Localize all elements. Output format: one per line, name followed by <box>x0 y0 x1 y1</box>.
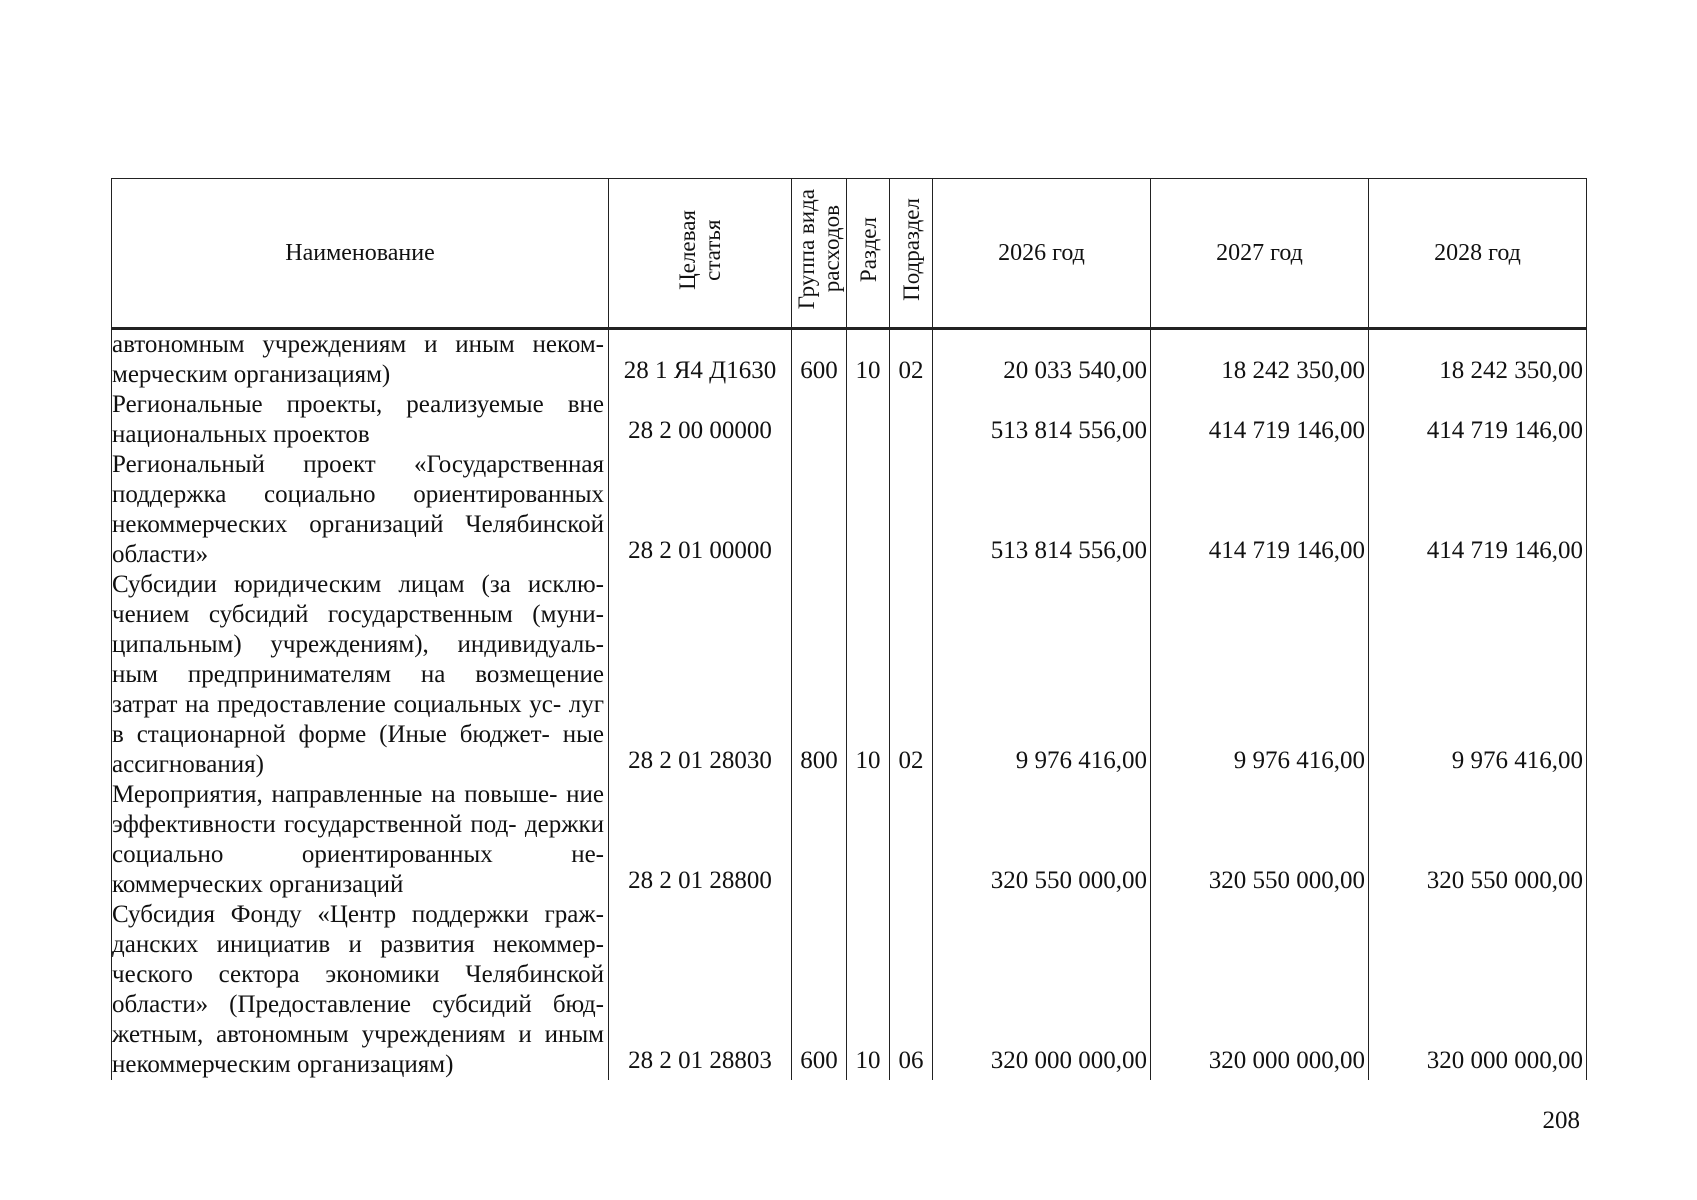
table-row <box>112 390 1587 450</box>
row-subsection: 06 <box>890 900 933 1080</box>
row-2027: 9 976 416,00 <box>1151 570 1369 780</box>
table-row <box>112 329 1587 391</box>
table-row <box>112 900 1587 1080</box>
row-subsection: 02 <box>890 570 933 780</box>
row-group <box>792 780 847 900</box>
row-2026: 513 814 556,00 <box>933 390 1151 450</box>
row-code: 28 2 01 00000 <box>609 450 792 570</box>
row-subsection <box>890 780 933 900</box>
table-row <box>112 570 1587 780</box>
table-row <box>112 450 1587 570</box>
row-code: 28 2 01 28030 <box>609 570 792 780</box>
row-2026: 513 814 556,00 <box>933 450 1151 570</box>
row-name: Мероприятия, направленные на повыше- ние эффективности государственной под- держки социально ориентированных не- коммерческих организаций <box>112 780 609 900</box>
row-2026: 20 033 540,00 <box>933 329 1151 391</box>
header-year-2026: 2026 год <box>933 179 1151 329</box>
row-2027: 320 550 000,00 <box>1151 780 1369 900</box>
row-2027: 320 000 000,00 <box>1151 900 1369 1080</box>
row-name: Региональный проект «Государственная поддержка социально ориентированных некоммерческих организаций Челябинской области» <box>112 450 609 570</box>
row-name: Региональные проекты, реализуемые вне национальных проектов <box>112 390 609 450</box>
row-section <box>847 450 890 570</box>
row-code: 28 1 Я4 Д1630 <box>609 329 792 391</box>
row-section: 10 <box>847 329 890 391</box>
row-2028: 18 242 350,00 <box>1369 329 1587 391</box>
row-2026: 320 550 000,00 <box>933 780 1151 900</box>
row-group <box>792 450 847 570</box>
row-name: Субсидии юридическим лицам (за исклю- чением субсидий государственным (муни- ципальным) учреждениям), индивидуаль- ным предпринимателям на возмещение затрат на предоставление социальных ус- луг в стационарной форме (Иные бюджет- ные ассигнования) <box>112 570 609 780</box>
row-code: 28 2 01 28800 <box>609 780 792 900</box>
budget-table <box>111 178 1587 1080</box>
row-2028: 9 976 416,00 <box>1369 570 1587 780</box>
header-name: Наименование <box>112 179 609 329</box>
table-row <box>112 780 1587 900</box>
row-2027: 414 719 146,00 <box>1151 450 1369 570</box>
row-section: 10 <box>847 570 890 780</box>
row-code: 28 2 01 28803 <box>609 900 792 1080</box>
header-target-article: Целевая статья <box>609 179 792 329</box>
row-2026: 320 000 000,00 <box>933 900 1151 1080</box>
row-code: 28 2 00 00000 <box>609 390 792 450</box>
header-year-2028: 2028 год <box>1369 179 1587 329</box>
row-subsection <box>890 450 933 570</box>
page-number: 208 <box>1542 1107 1580 1134</box>
row-2028: 320 550 000,00 <box>1369 780 1587 900</box>
row-2026: 9 976 416,00 <box>933 570 1151 780</box>
header-row <box>112 179 1587 329</box>
row-2028: 414 719 146,00 <box>1369 390 1587 450</box>
row-2028: 414 719 146,00 <box>1369 450 1587 570</box>
row-2028: 320 000 000,00 <box>1369 900 1587 1080</box>
row-group: 600 <box>792 329 847 391</box>
row-2027: 18 242 350,00 <box>1151 329 1369 391</box>
header-subsection: Подраздел <box>890 179 933 329</box>
row-section: 10 <box>847 900 890 1080</box>
row-name: Субсидия Фонду «Центр поддержки граж- данских инициатив и развития некоммер- ческого сектора экономики Челябинской области» (Предоставление субсидий бюд- жетным, автономным учреждениям и иным некоммерческим организациям) <box>112 900 609 1080</box>
row-2027: 414 719 146,00 <box>1151 390 1369 450</box>
row-name: автономным учреждениям и иным неком- мерческим организациям) <box>112 329 609 391</box>
row-subsection: 02 <box>890 329 933 391</box>
row-group: 600 <box>792 900 847 1080</box>
header-section: Раздел <box>847 179 890 329</box>
header-year-2027: 2027 год <box>1151 179 1369 329</box>
header-expense-group: Группа вида расходов <box>792 179 847 329</box>
row-section <box>847 780 890 900</box>
row-subsection <box>890 390 933 450</box>
row-section <box>847 390 890 450</box>
row-group <box>792 390 847 450</box>
row-group: 800 <box>792 570 847 780</box>
